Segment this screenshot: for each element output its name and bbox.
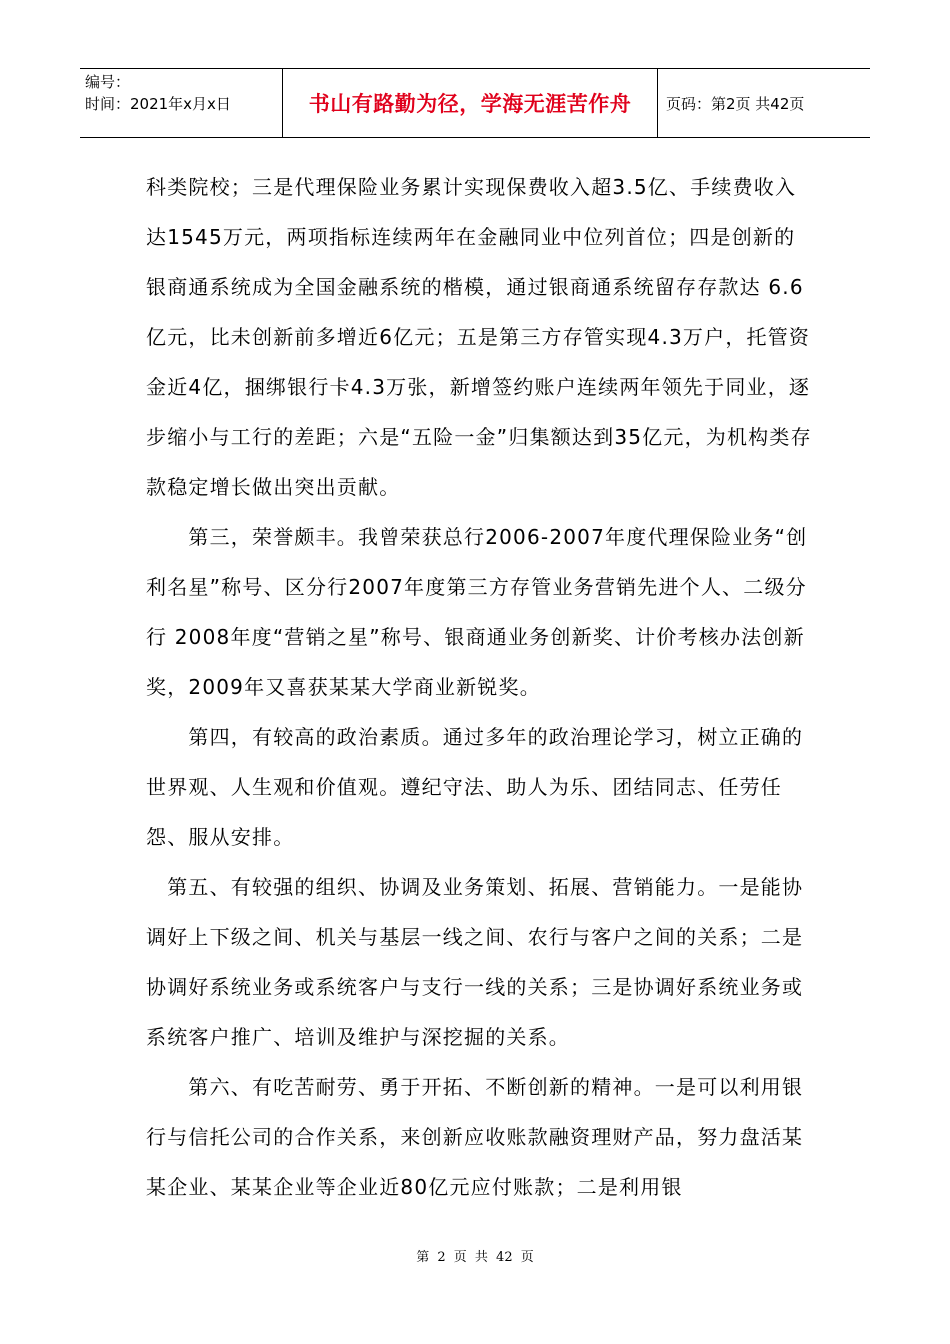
header-meta [80, 69, 283, 137]
header-motto: 书山有路勤为径，学海无涯苦作舟 [283, 69, 658, 137]
paragraph: 第三，荣誉颇丰。我曾荣获总行2006-2007年度代理保险业务“创利名星”称号、区分行2007年度第三方存管业务营销先进个人、二级分行 2008年度“营销之星”称号、银商通业务创新奖、计价考核办法创新奖，2009年又喜获某某大学商业新锐奖。 [146, 525, 808, 699]
number-label: 编号： [85, 73, 131, 91]
header-page-info: 页码：第2页 共42页 [666, 94, 805, 113]
paragraph: 第五、有较强的组织、协调及业务策划、拓展、营销能力。一是能协调好上下级之间、机关与基层一线之间、农行与客户之间的关系；二是协调好系统业务或系统客户与支行一线的关系；三是协调好系统业务或系统客户推广、培训及维护与深挖掘的关系。 [146, 875, 804, 1049]
time-label: 时间：2021年x月x日 [85, 95, 231, 113]
paragraph: 科类院校；三是代理保险业务累计实现保费收入超3.5亿、手续费收入达1545万元，两项指标连续两年在金融同业中位列首位；四是创新的银商通系统成为全国金融系统的楷模，通过银商通系统留存存款达 6.6亿元，比未创新前多增近6亿元；五是第三方存管实现4.3万户，托管资金近4亿，捆绑银行卡4.3万张，新增签约账户连续两年领先于同业，逐步缩小与工行的差距；六是“五险一金”归集额达到35亿元，为机构类存款稳定增长做出突出贡献。 [146, 175, 812, 499]
paragraph: 第六、有吃苦耐劳、勇于开拓、不断创新的精神。一是可以利用银行与信托公司的合作关系，来创新应收账款融资理财产品，努力盘活某某企业、某某企业等企业近80亿元应付账款；二是利用银 [146, 1075, 804, 1199]
page-header [80, 68, 870, 138]
page-footer: 第 2 页 共 42 页 [416, 1250, 534, 1265]
paragraph: 第四，有较高的政治素质。通过多年的政治理论学习，树立正确的世界观、人生观和价值观。遵纪守法、助人为乐、团结同志、任劳任怨、服从安排。 [146, 725, 804, 849]
document-body [146, 162, 816, 1212]
